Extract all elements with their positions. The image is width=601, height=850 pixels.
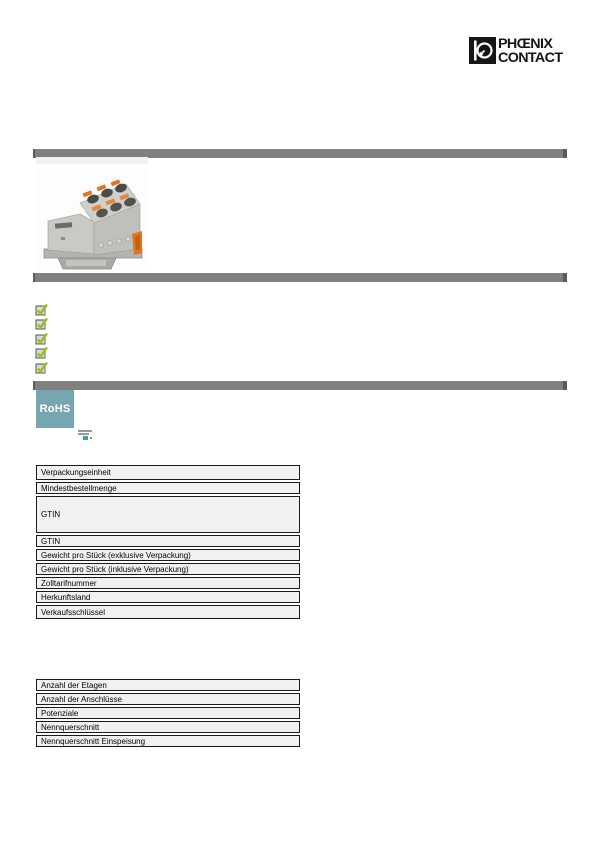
table-row bbox=[36, 591, 300, 603]
check-icon bbox=[35, 346, 48, 359]
logo-line-1: PHŒNIX bbox=[498, 36, 553, 51]
row-label: Verpackungseinheit bbox=[41, 468, 111, 477]
section-bar-2 bbox=[33, 273, 567, 282]
table-row bbox=[36, 465, 300, 480]
phoenix-contact-logo bbox=[469, 36, 563, 65]
table-row bbox=[36, 563, 300, 575]
row-label: Verkaufsschlüssel bbox=[41, 607, 106, 617]
table-row bbox=[36, 707, 300, 719]
row-label: Nennquerschnitt Einspeisung bbox=[41, 736, 146, 746]
table-row bbox=[36, 721, 300, 733]
row-label: Nennquerschnitt bbox=[41, 722, 100, 732]
logo-line-2: CONTACT bbox=[498, 49, 563, 65]
phoenix-p-icon bbox=[469, 37, 496, 64]
row-label: Gewicht pro Stück (exklusive Verpackung) bbox=[41, 550, 191, 560]
row-label: Anzahl der Etagen bbox=[41, 680, 107, 690]
order-data-table bbox=[36, 465, 300, 621]
row-label: Herkunftsland bbox=[41, 592, 91, 602]
rohs-badge bbox=[36, 390, 74, 428]
table-row bbox=[36, 735, 300, 747]
table-row bbox=[36, 496, 300, 533]
row-label: Zolltarifnummer bbox=[41, 578, 97, 588]
check-icon bbox=[35, 317, 48, 330]
product-photo bbox=[36, 157, 148, 270]
terminal-block-photo bbox=[36, 157, 148, 270]
row-label: Potenziale bbox=[41, 708, 79, 718]
rohs-label: RoHS bbox=[39, 403, 71, 415]
certification-mini-icon bbox=[76, 428, 96, 442]
check-icon bbox=[35, 361, 48, 374]
check-icon bbox=[35, 332, 48, 345]
technical-data-table bbox=[36, 679, 300, 749]
table-row bbox=[36, 679, 300, 691]
table-row bbox=[36, 549, 300, 561]
table-row bbox=[36, 577, 300, 589]
logo-wordmark bbox=[498, 36, 563, 65]
check-icon bbox=[35, 303, 48, 316]
row-label: Anzahl der Anschlüsse bbox=[41, 694, 122, 704]
row-label: Gewicht pro Stück (inklusive Verpackung) bbox=[41, 564, 189, 574]
table-row bbox=[36, 693, 300, 705]
table-row bbox=[36, 535, 300, 547]
row-label: Mindestbestellmenge bbox=[41, 483, 117, 493]
table-row bbox=[36, 482, 300, 494]
row-label: GTIN bbox=[41, 510, 61, 519]
table-row bbox=[36, 605, 300, 619]
section-bar-3 bbox=[33, 381, 567, 390]
row-label: GTIN bbox=[41, 536, 61, 546]
